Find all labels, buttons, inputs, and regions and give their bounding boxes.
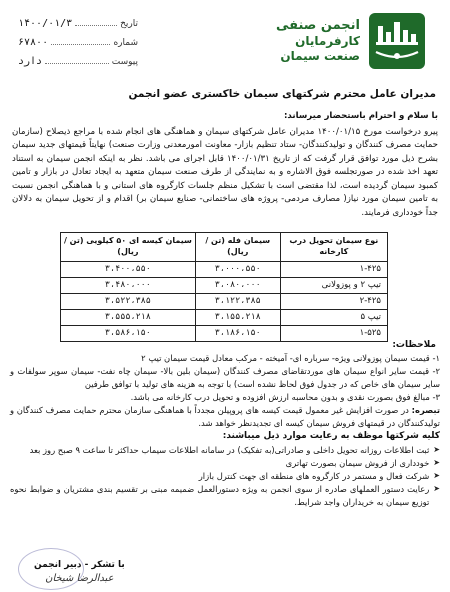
obligation-text: خودداری از فروش سیمان بصورت تهاتری — [285, 458, 430, 469]
letter-body — [12, 110, 438, 222]
bag-price: ۳،۴۸۰،۰۰۰ — [61, 277, 196, 293]
number-value: ۶۷۸۰۰ — [18, 37, 49, 49]
obligation-text: رعایت دستور العملهای صادره از سوی انجمن به ویژه دستورالعمل ضمیمه مبنی بر تقسیم بندی مشتریان و ضوابط نحوه توزیع سیمان به خریداران واجد شرایط. — [10, 484, 430, 508]
arrow-bullet-icon: ➤ — [433, 445, 440, 455]
attachment-row — [18, 52, 138, 71]
signature-title: با تشکر - دبیر انجمن — [34, 560, 125, 570]
letter-heading: مدیران عامل محترم شرکتهای سیمان خاکستری عضو انجمن — [128, 88, 436, 100]
org-line-2: کارفرمایان — [295, 34, 360, 49]
letter-meta — [18, 14, 138, 71]
notes-section — [10, 352, 440, 509]
table-row — [61, 261, 388, 277]
price-table-wrapper — [60, 232, 388, 342]
note-label: تبصره: — [411, 405, 440, 416]
greeting: با سلام و احترام باستحضار میرساند: — [284, 111, 438, 121]
col-header-bulk: سیمان فله (تن / ریال) — [195, 233, 280, 262]
list-item — [10, 470, 440, 483]
note-clause — [10, 404, 440, 430]
bag-price: ۳،۵۵۵،۲۱۸ — [61, 309, 196, 325]
list-item — [10, 457, 440, 470]
note-item: ۲- قیمت سایر انواع سیمان های موردتقاضای مصرف کنندگان (سیمان بلین بالا- سیمان چاه نفت- سیمان سوپر سولفات و سایر سیمان های خاص که در جدول فوق لحاظ نشده است) با توجه به هزینه های تولید با توافق طرفین — [10, 366, 440, 390]
cement-type: ۱-۵۲۵ — [280, 325, 387, 341]
cement-type: تیپ ۵ — [280, 309, 387, 325]
number-label: شماره — [113, 38, 138, 49]
bag-price: ۳،۴۰۰،۵۵۰ — [61, 261, 196, 277]
cement-type: ۲-۴۲۵ — [280, 293, 387, 309]
table-row — [61, 325, 388, 341]
attachment-value: دارد — [18, 56, 43, 68]
note-item: ۳- مبالغ فوق بصورت نقدی و بدون محاسبه ارزش افزوده و تحویل درب کارخانه می باشد. — [130, 392, 440, 403]
table-header-row — [61, 233, 388, 262]
notes-title: ملاحظات: — [392, 340, 436, 350]
signature-block — [34, 560, 125, 585]
cement-factory-logo-icon — [368, 12, 426, 70]
date-label: تاریخ — [120, 19, 138, 29]
table-row — [61, 293, 388, 309]
number-line — [51, 44, 110, 45]
date-value: ۱۴۰۰/۰۱/۳ — [18, 18, 73, 29]
obligation-text: شرکت فعال و مستمر در کارگروه های منطقه ای جهت کنترل بازار — [198, 471, 430, 482]
bulk-price: ۳،۱۲۲،۳۸۵ — [195, 293, 280, 309]
note-text: در صورت افزایش غیر معمول قیمت کیسه های پروپیلن مجدداً با هماهنگی سازمان محترم حمایت مصرف کنندگان و تولیدکنندگان در قیمتهای فروش سیمان کیسه ای تجدیدنظر خواهد شد. — [10, 405, 440, 429]
bulk-price: ۳،۱۵۵،۲۱۸ — [195, 309, 280, 325]
cement-type: ۱-۴۲۵ — [280, 261, 387, 277]
cement-type: تیپ ۲ و پوزولانی — [280, 277, 387, 293]
col-header-bag: سیمان کیسه ای ۵۰ کیلویی (تن / ریال) — [61, 233, 196, 262]
arrow-bullet-icon: ➤ — [433, 458, 440, 468]
bulk-price: ۳،۰۸۰،۰۰۰ — [195, 277, 280, 293]
list-item — [10, 444, 440, 457]
org-line-1: انجمن صنفی — [275, 18, 360, 33]
signatory-name: عبدالرضا شیخان — [45, 572, 114, 584]
list-item — [10, 483, 440, 509]
bag-price: ۳،۵۸۶،۱۵۰ — [61, 325, 196, 341]
date-line — [75, 25, 117, 26]
obligations-title: کلیه شرکتها موظف به رعایت موارد ذیل میباشند: — [222, 431, 440, 442]
price-table — [60, 232, 388, 342]
organization-name — [276, 18, 360, 64]
note-item: ۱- قیمت سیمان پوزولانی ویژه- سرباره ای- آمیخته - مرکب معادل قیمت سیمان تیپ ۲ — [141, 353, 440, 363]
arrow-bullet-icon: ➤ — [433, 484, 440, 494]
bag-price: ۳،۵۲۲،۳۸۵ — [61, 293, 196, 309]
attachment-line — [45, 63, 109, 64]
arrow-bullet-icon: ➤ — [433, 471, 440, 481]
bulk-price: ۳،۰۰۰،۵۵۰ — [195, 261, 280, 277]
number-row — [18, 33, 138, 52]
org-line-3: صنعت سیمان — [280, 49, 360, 64]
col-header-type: نوع سیمان تحویل درب کارخانه — [280, 233, 387, 262]
body-paragraph: پیرو درخواست مورخ ۱۴۰۰/۰۱/۱۵ مدیران عامل شرکتهای سیمان و هماهنگی های انجام شده با مراجع ذیصلاح (سازمان حمایت مصرف کنندگان و تولیدکنندگان- ستاد تنظیم بازار- معاونت امورمعدنی وزارت صنعت) نهایتاً قیمتهای جدید سیمان بشرح ذیل مورد توافق قرار گرفت که از تاریخ ۱۴۰۰/۰۱/۳۱ قابل اجرای می باشد. نظر به اینکه انجمن سیمان به استناد تعهد اخذ شده در صورتجلسه فوق الاشاره و به نمایندگی از طرف صنعت سیمان متعهد به ایجاد تعادل در بازار و تامین کمبود سیمان گردیده است، لذا مقتضی است با تشکیل منظم جلسات کارگروه های استانی و با هماهنگی انجمن نسبت به تامین سیمان مورد نیاز( مصارف مردمی- پروژه های ساختمانی- صنایع سیمان بر) اقدام و از تحویل سیمان به دلالان جداً خودداری فرمایند. — [12, 126, 438, 219]
date-row — [18, 14, 138, 33]
table-row — [61, 277, 388, 293]
obligation-text: ثبت اطلاعات روزانه تحویل داخلی و صادراتی(به تفکیک) در سامانه اطلاعات سیماب حداکثر تا ساعت ۹ صبح روز بعد — [29, 445, 430, 456]
table-row — [61, 309, 388, 325]
bulk-price: ۳،۱۸۶،۱۵۰ — [195, 325, 280, 341]
attachment-label: پیوست — [111, 57, 138, 68]
